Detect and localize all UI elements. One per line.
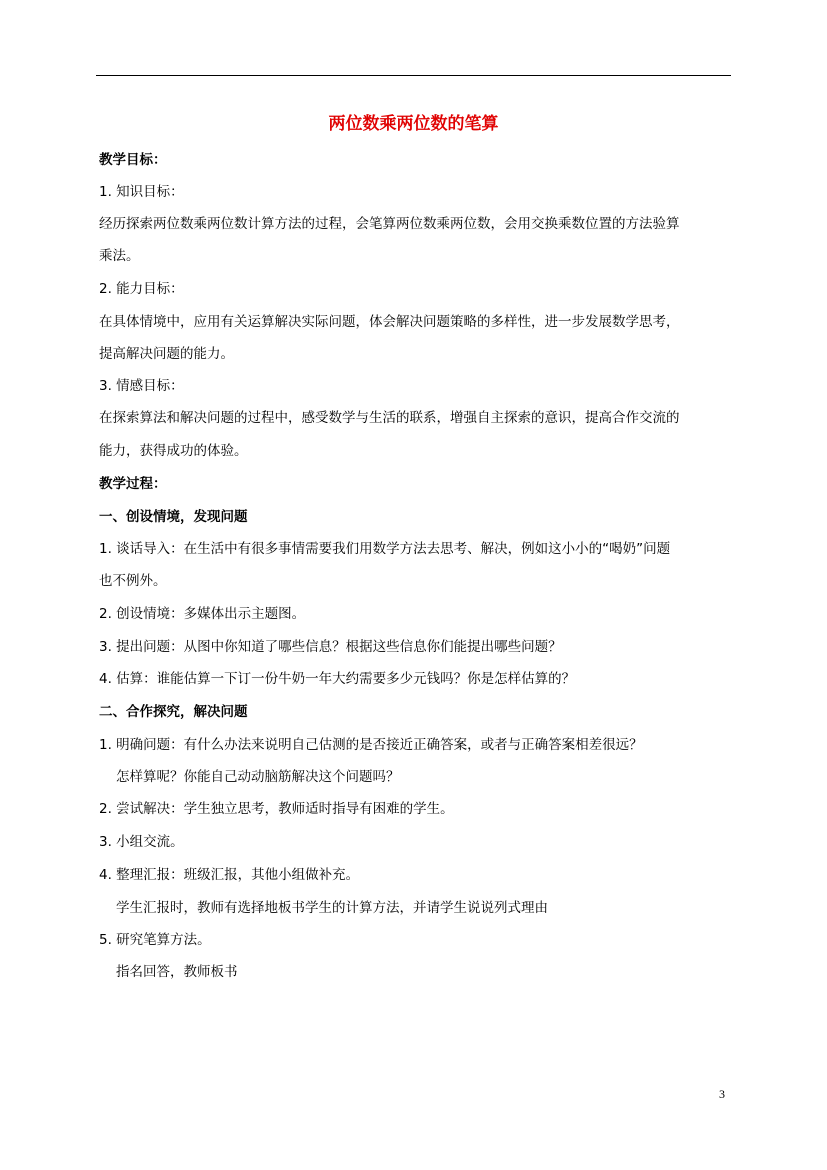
paragraph: 能力，获得成功的体验。 [99,443,248,459]
heading-teaching-process: 教学过程： [99,476,167,492]
paragraph: 4. 估算：谁能估算一下订一份牛奶一年大约需要多少元钱吗？你是怎样估算的？ [99,671,576,687]
paragraph: 3. 提出问题：从图中你知道了哪些信息？根据这些信息你们能提出哪些问题？ [99,639,562,655]
paragraph: 学生汇报时，教师有选择地板书学生的计算方法，并请学生说说列式理由 [116,900,548,916]
paragraph: 3. 情感目标： [99,378,184,394]
heading-teaching-goals: 教学目标： [99,152,167,168]
paragraph: 1. 谈话导入：在生活中有很多事情需要我们用数学方法去思考、解决，例如这小小的“喝奶”问题 [99,541,671,557]
paragraph: 指名回答，教师板书 [116,964,238,980]
paragraph: 1. 知识目标： [99,184,184,200]
paragraph: 怎样算呢？你能自己动动脑筋解决这个问题吗？ [116,769,400,785]
paragraph: 经历探索两位数乘两位数计算方法的过程，会笔算两位数乘两位数，会用交换乘数位置的方法验算 [99,216,680,232]
paragraph: 在探索算法和解决问题的过程中，感受数学与生活的联系，增强自主探索的意识，提高合作交流的 [99,410,680,426]
paragraph: 2. 能力目标： [99,281,184,297]
header-rule [96,75,731,76]
document-title: 两位数乘两位数的笔算 [328,114,499,134]
paragraph: 乘法。 [99,248,140,264]
paragraph: 提高解决问题的能力。 [99,346,234,362]
paragraph: 2. 创设情境：多媒体出示主题图。 [99,606,306,622]
paragraph: 4. 整理汇报：班级汇报，其他小组做补充。 [99,867,360,883]
page-number: 3 [719,1087,725,1101]
section-heading-2: 二、合作探究，解决问题 [99,704,248,720]
section-heading-1: 一、创设情境，发现问题 [99,509,248,525]
paragraph: 1. 明确问题：有什么办法来说明自己估测的是否接近正确答案，或者与正确答案相差很远？ [99,737,643,753]
paragraph: 也不例外。 [99,573,167,589]
paragraph: 2. 尝试解决：学生独立思考，教师适时指导有困难的学生。 [99,801,454,817]
paragraph: 3. 小组交流。 [99,834,184,850]
paragraph: 5. 研究笔算方法。 [99,932,211,948]
paragraph: 在具体情境中，应用有关运算解决实际问题，体会解决问题策略的多样性，进一步发展数学思考， [99,314,680,330]
